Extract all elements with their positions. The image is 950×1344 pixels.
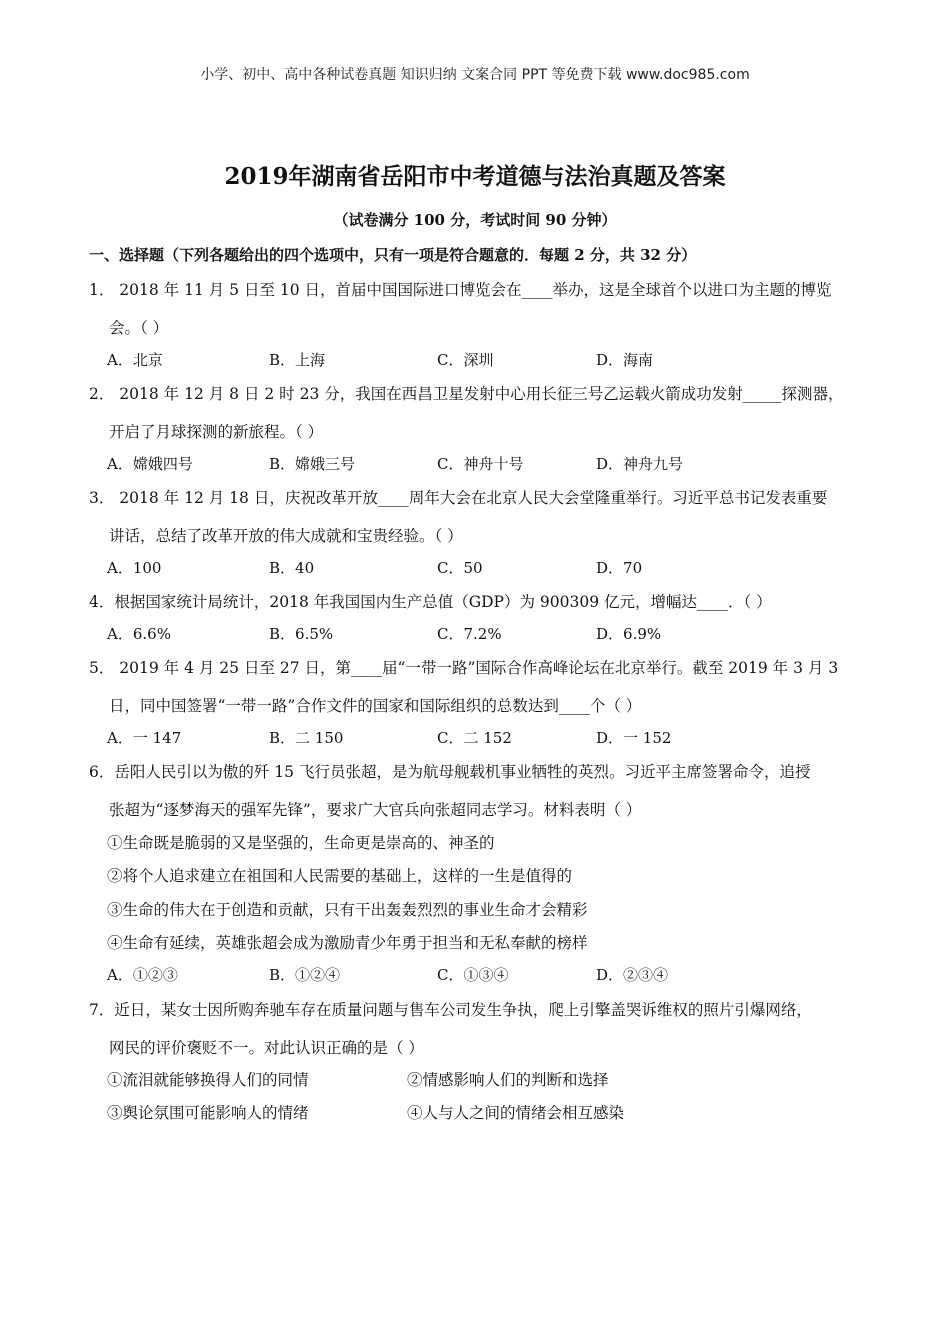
question-text: 7．近日，某女士因所购奔驰车存在质量问题与售车公司发生争执，爬上引擎盖哭诉维权的照片引爆网络， xyxy=(89,1001,812,1019)
question-text-cont: 开启了月球探测的新旅程。（ ） xyxy=(109,423,324,441)
statement-4: ④人与人之间的情绪会相互感染 xyxy=(407,1104,625,1122)
option-d: D．神舟九号 xyxy=(596,455,684,473)
question-text: 2． 2018 年 12 月 8 日 2 时 23 分，我国在西昌卫星发射中心用长征三号乙运载火箭成功发射_____探测器， xyxy=(89,385,844,403)
question-text: 3． 2018 年 12 月 18 日，庆祝改革开放____周年大会在北京人民大会堂隆重举行。习近平总书记发表重要 xyxy=(89,489,828,507)
statement-2: ②将个人追求建立在祖国和人民需要的基础上，这样的一生是值得的 xyxy=(107,867,573,885)
statement-3: ③生命的伟大在于创造和贡献，只有干出轰轰烈烈的事业生命才会精彩 xyxy=(107,901,588,919)
options-3 xyxy=(107,557,642,578)
option-d: D．海南 xyxy=(596,351,654,369)
page-title: 2019年湖南省岳阳市中考道德与法治真题及答案 xyxy=(224,163,726,190)
question-text: 6．岳阳人民引以为傲的歼 15 飞行员张超，是为航母舰载机事业牺牲的英烈。习近平主席签署命令，追授 xyxy=(89,763,811,781)
question-text: 5． 2019 年 4 月 25 日至 27 日，第____届“一带一路”国际合作高峰论坛在北京举行。截至 2019 年 3 月 3 xyxy=(89,659,839,677)
statement-1: ①流泪就能够换得人们的同情 xyxy=(107,1071,309,1089)
option-c: C．二 152 xyxy=(437,729,512,747)
option-d: D．②③④ xyxy=(596,966,669,984)
option-c: C．神舟十号 xyxy=(437,455,524,473)
question-text-cont: 会。（ ） xyxy=(109,319,169,337)
option-b: B．二 150 xyxy=(269,729,344,747)
question-text-cont: 张超为“逐梦海天的强军先锋”，要求广大官兵向张超同志学习。材料表明（ ） xyxy=(109,801,642,819)
option-c: C．7.2% xyxy=(437,625,502,643)
option-a: A．北京 xyxy=(107,351,163,369)
option-a: A．嫦娥四号 xyxy=(107,455,193,473)
option-b: B．40 xyxy=(269,559,315,577)
options-1 xyxy=(107,349,653,370)
option-d: D．70 xyxy=(596,559,643,577)
question-text: 4．根据国家统计局统计，2018 年我国国内生产总值（GDP）为 900309 亿元，增幅达____．（ ） xyxy=(89,593,772,611)
exam-info: （试卷满分 100 分，考试时间 90 分钟） xyxy=(333,211,617,229)
option-b: B．①②④ xyxy=(269,966,341,984)
site-header: 小学、初中、高中各种试卷真题 知识归纳 文案合同 PPT 等免费下载 www.doc985.com xyxy=(200,67,750,83)
option-b: B．上海 xyxy=(269,351,326,369)
option-a: A．6.6% xyxy=(107,625,171,643)
option-c: C．深圳 xyxy=(437,351,494,369)
options-6 xyxy=(107,964,668,985)
option-d: D．一 152 xyxy=(596,729,672,747)
statement-3: ③舆论氛围可能影响人的情绪 xyxy=(107,1104,309,1122)
statements-row-1 xyxy=(107,1068,609,1090)
statement-2: ②情感影响人们的判断和选择 xyxy=(407,1071,609,1089)
section-heading: 一、选择题（下列各题给出的四个选项中，只有一项是符合题意的．每题 2 分，共 32 分） xyxy=(89,246,697,264)
question-4 xyxy=(89,590,879,612)
question-6 xyxy=(89,760,879,820)
question-2 xyxy=(89,382,879,442)
question-text-cont: 讲话，总结了改革开放的伟大成就和宝贵经验。（ ） xyxy=(109,527,463,545)
question-1 xyxy=(89,278,879,338)
statements-row-2 xyxy=(107,1101,624,1123)
question-5 xyxy=(89,656,879,716)
option-b: B．嫦娥三号 xyxy=(269,455,356,473)
question-3 xyxy=(89,486,879,546)
question-7 xyxy=(89,998,879,1058)
statement-4: ④生命有延续，英雄张超会成为激励青少年勇于担当和无私奉献的榜样 xyxy=(107,934,588,952)
statement-1: ①生命既是脆弱的又是坚强的，生命更是崇高的、神圣的 xyxy=(107,834,495,852)
question-text: 1． 2018 年 11 月 5 日至 10 日，首届中国国际进口博览会在____举办，这是全球首个以进口为主题的博览 xyxy=(89,281,832,299)
question-text-cont: 网民的评价褒贬不一。对此认识正确的是（ ） xyxy=(109,1039,424,1057)
option-c: C．50 xyxy=(437,559,483,577)
option-a: A．一 147 xyxy=(107,729,182,747)
question-text-cont: 日，同中国签署“一带一路”合作文件的国家和国际组织的总数达到____个（ ） xyxy=(109,697,642,715)
options-2 xyxy=(107,453,683,474)
option-c: C．①③④ xyxy=(437,966,509,984)
option-b: B．6.5% xyxy=(269,625,334,643)
options-5 xyxy=(107,727,671,748)
options-4 xyxy=(107,623,661,644)
option-d: D．6.9% xyxy=(596,625,662,643)
option-a: A．100 xyxy=(107,559,162,577)
option-a: A．①②③ xyxy=(107,966,178,984)
